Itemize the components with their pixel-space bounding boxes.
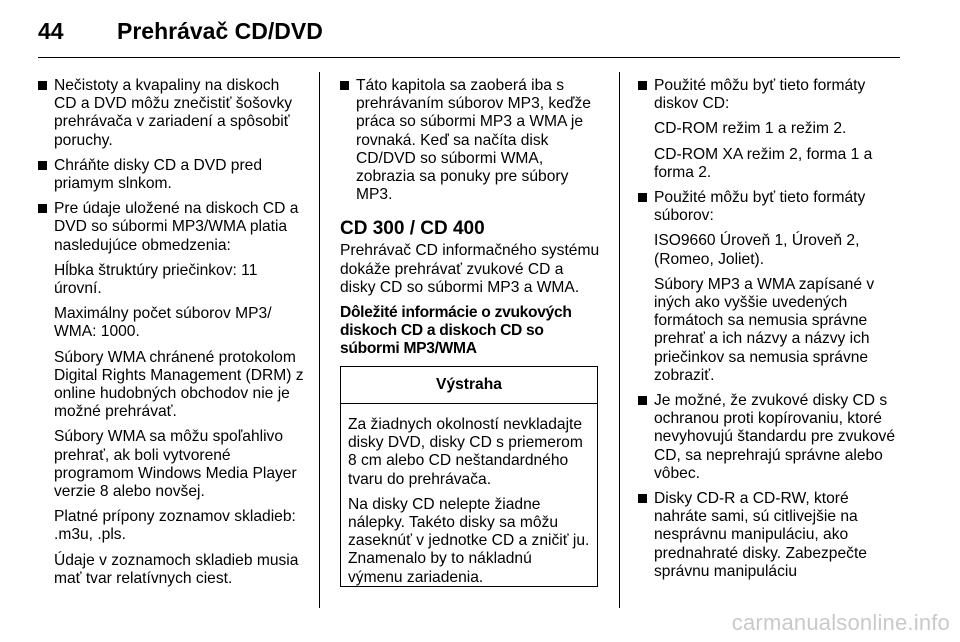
list-item: [340, 77, 602, 204]
bullet-text: Disky CD-R a CD-RW, ktoré nahráte sami, sú citlivejšie na nesprávnu manipuláciu, ako prednahraté disky. Zabezpečte správnu manipuláciu: [654, 490, 867, 580]
list-item: [638, 189, 904, 225]
column-1: [38, 77, 306, 595]
bullet-text: Pre údaje uložené na diskoch CD a DVD so súbormi MP3/WMA platia nasledujúce obmedzenia:: [54, 200, 299, 254]
list-item: [638, 392, 904, 483]
bullet-square-icon: [340, 81, 349, 90]
section-intro: Prehrávač CD informačného systému dokáže prehrávať zvukové CD a disky CD so súbormi MP3 a WMA.: [340, 242, 600, 296]
bullet-text: Táto kapitola sa zaoberá iba s prehrávaním súborov MP3, keďže práca so súbormi MP3 a WMA je rovnaká. Keď sa načíta disk CD/DVD so súbormi WMA, zobrazia sa ponuky pre súbory MP3.: [356, 77, 591, 204]
bullet-square-icon: [38, 204, 47, 213]
subsection-heading: Dôležité informácie o zvukových diskoch CD a diskoch CD so súbormi MP3/WMA: [340, 304, 572, 358]
bullet-square-icon: [38, 81, 47, 90]
bullet-text: Použité môžu byť tieto formáty súborov:: [654, 189, 866, 225]
sub-paragraph: ISO9660 Úroveň 1, Úroveň 2, (Romeo, Joliet).: [654, 232, 860, 268]
sub-paragraph: CD-ROM XA režim 2, forma 1 a forma 2.: [654, 145, 873, 181]
header-rule: [38, 57, 900, 58]
bullet-text: Chráňte disky CD a DVD pred priamym slnkom.: [54, 156, 262, 193]
sub-paragraph: CD-ROM režim 1 a režim 2.: [654, 120, 847, 138]
bullet-text: Použité môžu byť tieto formáty diskov CD:: [654, 77, 866, 113]
sub-paragraph: Údaje v zoznamoch skladieb musia mať tvar relatívnych ciest.: [54, 551, 299, 587]
section-heading: CD 300 / CD 400: [340, 218, 485, 240]
list-item: [638, 77, 904, 113]
warning-body: [341, 404, 597, 587]
bullet-square-icon: [638, 494, 647, 503]
page-number: 44: [38, 18, 64, 44]
warning-box: [340, 366, 598, 587]
page-title: Prehrávač CD/DVD: [117, 18, 323, 44]
bullet-text: Nečistoty a kvapaliny na diskoch CD a DVD môžu znečistiť šošovky prehrávača v zariadení a spôsobiť poruchy.: [54, 77, 293, 149]
list-item: [38, 77, 306, 150]
page-header: [0, 0, 960, 56]
column-3: [638, 77, 904, 588]
sub-paragraph: Súbory WMA sa môžu spoľahlivo prehrať, ak boli vytvorené programom Windows Media Player verzie 8 alebo novšej.: [54, 428, 297, 501]
warning-paragraph: Na disky CD nelepte žiadne nálepky. Takéto disky sa môžu zaseknúť v jednotke CD a zničiť ju. Znamenalo by to nákladnú výmenu zariadenia.: [348, 495, 590, 586]
bullet-square-icon: [38, 161, 47, 170]
list-item: [38, 157, 306, 193]
sub-paragraph: Súbory WMA chránené protokolom Digital Rights Management (DRM) z online hudobných obchodov nie je možné prehrávať.: [54, 348, 304, 421]
list-item: [38, 200, 306, 255]
list-item: [638, 490, 904, 581]
column-divider-2: [619, 72, 620, 608]
bullet-square-icon: [638, 396, 647, 405]
sub-paragraph: Maximálny počet súborov MP3/ WMA: 1000.: [54, 305, 272, 341]
sub-paragraph: Súbory MP3 a WMA zapísané v iných ako vyššie uvedených formátoch sa nemusia správne prehrať a ich názvy a názvy ich priečinkov sa nemusia správne zobraziť.: [654, 275, 875, 384]
watermark: carmanualsonline.info: [731, 610, 950, 635]
bullet-square-icon: [638, 193, 647, 202]
bullet-text: Je možné, že zvukové disky CD s ochranou proti kopírovaniu, ktoré nevyhovujú štandardu pre zvukové CD, sa neprehrajú správne alebo vôbec.: [654, 392, 895, 482]
sub-paragraph: Hĺbka štruktúry priečinkov: 11 úrovní.: [54, 261, 258, 298]
warning-title: Výstraha: [341, 367, 597, 404]
column-2: [340, 77, 602, 366]
bullet-square-icon: [638, 81, 647, 90]
column-divider-1: [319, 72, 320, 608]
sub-paragraph: Platné prípony zoznamov skladieb: .m3u, .pls.: [54, 508, 296, 544]
warning-paragraph: Za žiadnych okolností nevkladajte disky DVD, disky CD s priemerom 8 cm alebo CD neštandardného tvaru do prehrávača.: [348, 416, 583, 488]
